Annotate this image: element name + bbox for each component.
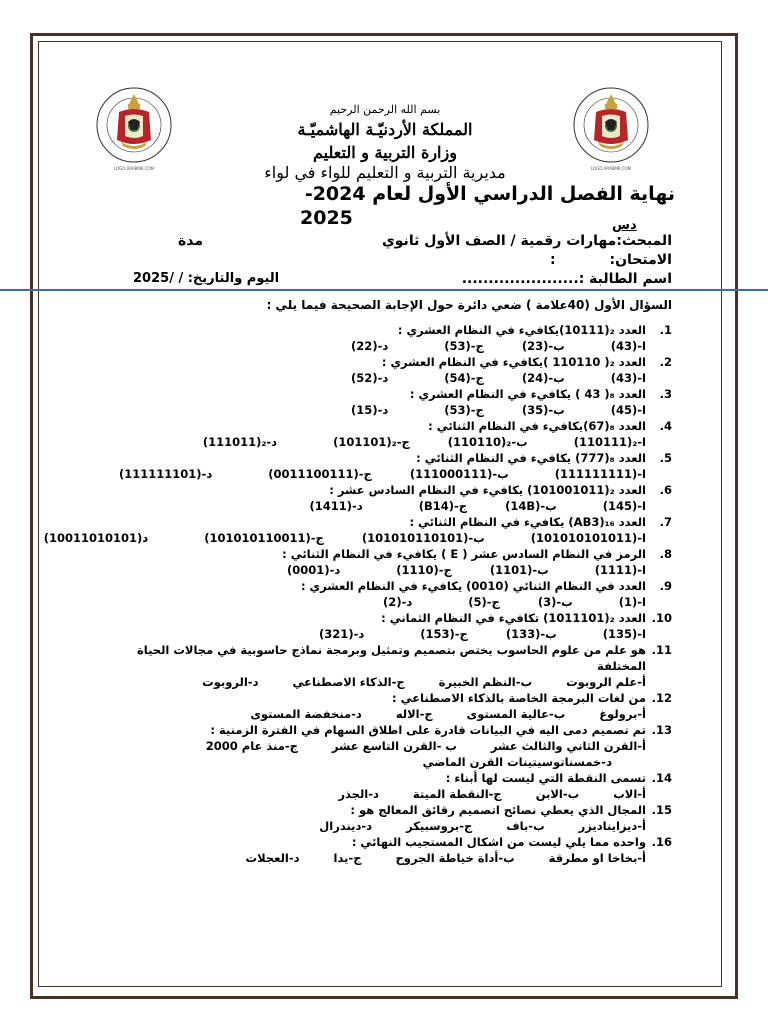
answer-option[interactable]: أ-بخاخا او مطرقة <box>548 851 646 865</box>
duration-label: مدة <box>178 233 204 249</box>
question-text: واحده مما يلي ليست من اشكال المستجيب النهائي : <box>351 835 646 849</box>
question-item <box>100 690 672 722</box>
answer-option[interactable]: ا-₂(110111) <box>573 435 646 449</box>
answer-option[interactable]: ج-بروسبيكر <box>406 819 473 833</box>
answer-option[interactable]: ا-(1) <box>618 595 646 609</box>
answer-option[interactable]: د-(2) <box>383 595 413 609</box>
answer-options <box>100 338 646 354</box>
answer-options <box>100 498 646 514</box>
answer-option[interactable]: ب-باف <box>506 819 545 833</box>
question-body <box>100 322 646 354</box>
answer-option[interactable]: ج-(101010110011) <box>204 531 324 545</box>
question-body <box>100 802 646 834</box>
question-item <box>100 354 672 386</box>
question-number: 2. <box>659 355 672 369</box>
question-text: تم تصميم دمى اليه في البيانات قادرة على اطلاق السهام في الفترة الزمنية : <box>210 723 646 737</box>
answer-option[interactable]: أ-برولوغ <box>599 707 646 721</box>
question-item <box>100 386 672 418</box>
question-item <box>100 722 672 770</box>
question-item <box>100 418 672 450</box>
question-body <box>100 482 646 514</box>
answer-option[interactable]: ب-(1101) <box>489 563 549 577</box>
basmala: بسم الله الرحمن الرحيم <box>329 103 441 116</box>
answer-option[interactable]: ج-(53) <box>444 403 484 417</box>
answer-options <box>100 434 646 450</box>
answer-option[interactable]: ب-أداة خياطة الجروح <box>395 851 515 865</box>
answer-option[interactable]: ج-النقطة الميتة <box>412 787 502 801</box>
answer-option[interactable]: ج-منذ عام 2000 <box>205 739 298 753</box>
answer-option[interactable]: د-خمسناتوسيتينات القرن الماضي <box>422 755 612 769</box>
answer-option[interactable]: أ-ديزايناديزر <box>578 819 646 833</box>
answer-option[interactable]: ا-(135) <box>602 627 646 641</box>
question-body <box>44 514 646 546</box>
question-text: المجال الذي يعطي نصائح اتصميم رقائق المعالج هو : <box>350 803 646 817</box>
answer-option[interactable]: ا-(101010101011) <box>530 531 646 545</box>
answer-option[interactable]: د-الروبوت <box>202 675 259 689</box>
question-text: العدد ₂(101001011) يكافيء في النظام السادس عشر : <box>329 483 646 497</box>
answer-option[interactable]: ب-(101010110101) <box>361 531 485 545</box>
logo-caption-right: LOGO.ARABMK.COM <box>590 166 632 171</box>
question-number: 12. <box>651 691 672 705</box>
answer-option[interactable]: د-الجذر <box>338 787 379 801</box>
question-number: 16. <box>651 835 672 849</box>
question-number: 5. <box>659 451 672 465</box>
question-body <box>100 354 646 386</box>
exam-year: 2025 <box>300 207 353 229</box>
answer-option[interactable]: ا-(45) <box>610 403 646 417</box>
question-item <box>100 770 672 802</box>
answer-option[interactable]: ج-(153) <box>420 627 468 641</box>
question-body <box>100 386 646 418</box>
answer-option[interactable]: ج-(53) <box>444 339 484 353</box>
answer-option[interactable]: ب-(24) <box>521 371 565 385</box>
answer-option[interactable]: ج-(54) <box>444 371 484 385</box>
answer-option[interactable]: د-(15) <box>351 403 389 417</box>
question-body <box>100 450 646 482</box>
question-number: 1. <box>659 323 672 337</box>
answer-option[interactable]: ب-(35) <box>521 403 565 417</box>
answer-option[interactable]: ج-يدا <box>333 851 362 865</box>
answer-option[interactable]: ا-(43) <box>610 371 646 385</box>
question-item <box>43 514 672 546</box>
answer-option[interactable]: ب-النظم الخبيرة <box>438 675 533 689</box>
question-item <box>100 546 672 578</box>
exam-duration-colon: : <box>550 252 556 268</box>
question-body <box>100 642 646 690</box>
answer-option[interactable]: ا-(145) <box>602 499 646 513</box>
answer-option[interactable]: ب-الابن <box>535 787 580 801</box>
kingdom-title: المملكة الأردنيّـة الهاشميّـة <box>297 120 473 139</box>
question-list <box>43 322 672 866</box>
answer-option[interactable]: ب-(111000111) <box>409 467 509 481</box>
question-item <box>100 578 672 610</box>
question-number: 6. <box>659 483 672 497</box>
question-number: 13. <box>651 723 672 737</box>
answer-option[interactable]: ا-(43) <box>610 339 646 353</box>
answer-options <box>100 594 646 610</box>
question-number: 7. <box>659 515 672 529</box>
answer-option[interactable]: د-(1411) <box>309 499 363 513</box>
question-item <box>100 450 672 482</box>
answer-option[interactable]: أ-الاب <box>613 787 646 801</box>
question-body <box>100 834 646 866</box>
question-number: 4. <box>659 419 672 433</box>
answer-options <box>100 562 646 578</box>
directorate-title: مديرية التربية و التعليم للواء في لواء <box>264 163 506 182</box>
answer-options <box>100 786 646 802</box>
answer-option[interactable]: ج-(5) <box>468 595 500 609</box>
section-title: السؤال الأول (40علامة ) ضعي دائرة حول الإجابة الصحيحة فيما يلي : <box>266 298 672 312</box>
answer-option[interactable]: ج-(B14) <box>418 499 468 513</box>
dars-label: دس <box>612 218 637 233</box>
answer-options <box>44 530 646 546</box>
question-number: 15. <box>651 803 672 817</box>
answer-options <box>100 706 646 722</box>
answer-options <box>100 738 646 770</box>
answer-options <box>100 466 646 482</box>
answer-option[interactable]: ج-(0011100111) <box>268 467 372 481</box>
answer-option[interactable]: د-₂(111011) <box>202 435 278 449</box>
answer-options <box>100 674 646 690</box>
question-item <box>100 834 672 866</box>
question-body <box>100 722 646 770</box>
exam-title: نهاية الفصل الدراسي الأول لعام 2024- <box>304 183 675 205</box>
question-item <box>100 482 672 514</box>
question-text: العدد ₈(777) يكافيء في النظام الثنائي : <box>416 451 646 465</box>
answer-option[interactable]: د-(52) <box>351 371 389 385</box>
answer-options <box>100 370 646 386</box>
answer-option[interactable]: ا-(1111) <box>594 563 646 577</box>
answer-option[interactable]: ب-(133) <box>505 627 557 641</box>
answer-options <box>100 818 646 834</box>
ministry-title: وزارة التربية و التعليم <box>313 143 457 162</box>
question-body <box>100 418 646 450</box>
question-body <box>100 690 646 722</box>
answer-option[interactable]: ا-(111111111) <box>554 467 646 481</box>
question-body <box>100 610 646 642</box>
exam-duration-label: الامتحان: <box>609 252 672 268</box>
question-number: 8. <box>659 547 672 561</box>
answer-option[interactable]: د-(22) <box>351 339 389 353</box>
question-item <box>100 802 672 834</box>
question-item <box>100 642 672 690</box>
question-text: الرمز في النظام السادس عشر ( E ) يكافيء في النظام الثنائي : <box>282 547 646 561</box>
question-text: من لغات البرمجة الخاصة بالذكاء الاصطناعي : <box>391 691 646 705</box>
answer-option[interactable]: د-ديندرال <box>319 819 373 833</box>
question-text: العدد في النظام الثنائي (0010) يكافيء في النظام العشري : <box>300 579 646 593</box>
student-name-line: اسم الطالبة :...................... <box>461 271 672 287</box>
question-number: 9. <box>659 579 672 593</box>
question-text: العدد ₂(10111)يكافيء في النظام العشري : <box>397 323 646 337</box>
question-number: 14. <box>651 771 672 785</box>
answer-option[interactable]: د-العجلات <box>245 851 300 865</box>
logo-caption-left: LOGO.ARABMK.COM <box>113 166 155 171</box>
question-body <box>100 770 646 802</box>
answer-option[interactable]: ج-(1110) <box>396 563 452 577</box>
answer-option[interactable]: ج-₂(101101) <box>333 435 410 449</box>
answer-option[interactable]: أ-علم الروبوت <box>566 675 646 689</box>
answer-options <box>100 626 646 642</box>
answer-option[interactable]: ب -القرن التاسع عشر <box>331 739 457 753</box>
answer-option[interactable]: د-(321) <box>319 627 365 641</box>
question-number: 10. <box>651 611 672 625</box>
answer-option[interactable]: ب-عالية المستوى <box>466 707 566 721</box>
header-divider <box>0 289 768 291</box>
question-body <box>100 546 646 578</box>
answer-option[interactable]: د(10011010101) <box>43 531 149 545</box>
answer-option[interactable]: ج-الاله <box>395 707 433 721</box>
answer-options <box>100 850 646 866</box>
answer-option[interactable]: ب-(3) <box>537 595 573 609</box>
date-line: اليوم والتاريخ: / /2025 <box>133 271 280 286</box>
question-text: العدد ₈(67)يكافيء في النظام الثنائي : <box>428 419 646 433</box>
subject-line: المبحث:مهارات رقمية / الصف الأول ثانوي <box>381 233 672 249</box>
answer-option[interactable]: ج-الذكاء الاصطناعي <box>292 675 405 689</box>
question-text: العدد ₈( 43 ) يكافيء في النظام العشري : <box>409 387 646 401</box>
question-text: العدد ₂( 110110 )يكافيء في النظام العشري : <box>381 355 646 369</box>
answer-option[interactable]: أ-القرن الثاني والثالث عشر <box>490 739 646 753</box>
question-number: 11. <box>651 643 672 657</box>
question-body <box>100 578 646 610</box>
answer-options <box>100 402 646 418</box>
answer-option[interactable]: ب-₂(110110) <box>447 435 528 449</box>
answer-option[interactable]: ب-(14B) <box>505 499 557 513</box>
question-number: 3. <box>659 387 672 401</box>
answer-option[interactable]: د-منخفضة المستوى <box>250 707 362 721</box>
question-text: تسمى النقطة التي ليست لها أبناء : <box>445 771 646 785</box>
question-text: العدد ₁₆(AB3) يكافيء في النظام الثنائي : <box>409 515 646 529</box>
question-item <box>100 610 672 642</box>
answer-option[interactable]: ب-(23) <box>521 339 565 353</box>
answer-option[interactable]: د-(0001) <box>287 563 341 577</box>
question-text: هو علم من علوم الحاسوب يختص بتصميم وتمثيل وبرمجة نماذج حاسوبية في مجالات الحياة المختلفة <box>137 643 646 673</box>
answer-option[interactable]: د-(111111101) <box>119 467 213 481</box>
question-text: العدد ₂(1011101) تكافيء في النظام الثماني : <box>381 611 646 625</box>
question-item <box>100 322 672 354</box>
